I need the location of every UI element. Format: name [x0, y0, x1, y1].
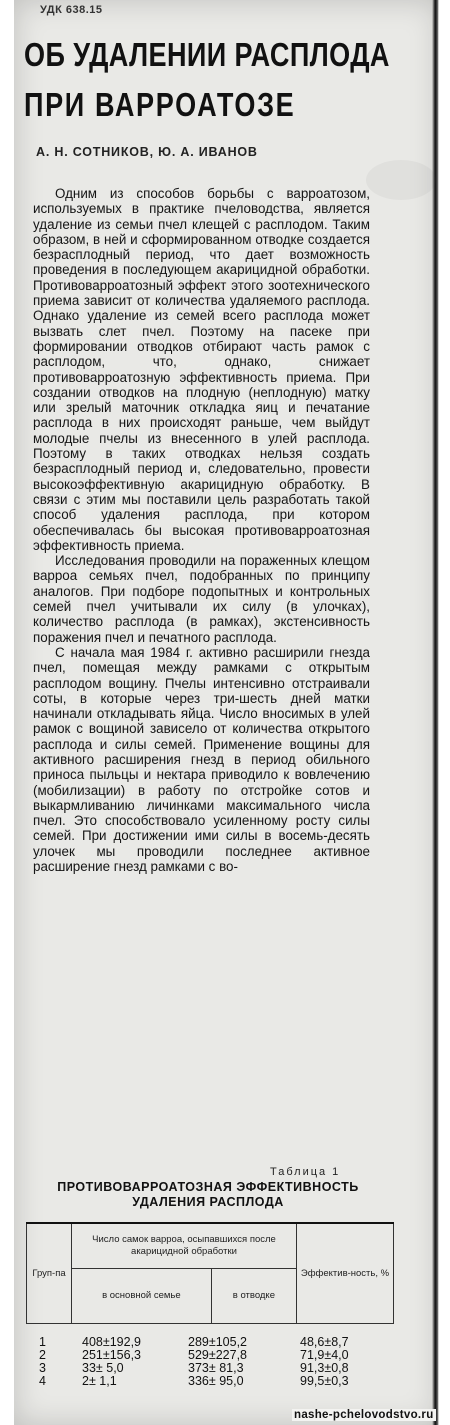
table-caption: Таблица 1 — [270, 1166, 341, 1178]
cell-offshoot: 336± 95,0 — [188, 1374, 244, 1388]
cell-offshoot: 289±105,2 — [188, 1335, 247, 1349]
udk-code: УДК 638.15 — [40, 4, 103, 16]
article-authors: А. Н. СОТНИКОВ, Ю. А. ИВАНОВ — [36, 145, 258, 159]
paper-stain — [366, 160, 436, 200]
cell-main: 33± 5,0 — [82, 1361, 124, 1375]
cell-offshoot: 529±227,8 — [188, 1348, 247, 1362]
site-watermark: nashe-pchelovodstvo.ru — [294, 1409, 434, 1421]
article-title — [24, 30, 390, 130]
cell-efficiency: 91,3±0,8 — [300, 1361, 349, 1375]
title-line-1: ОБ УДАЛЕНИИ РАСПЛОДА — [24, 36, 390, 73]
cell-main: 251±156,3 — [82, 1348, 141, 1362]
paragraph-3: С начала мая 1984 г. активно расширили гнезда пчел, помещая между рамками с открытым расплодом вощину. Пчелы интенсивно отстраивали соты, в которые через три-шесть дней матки начинали откладывать яйца. Число вносимых в улей рамок с вощиной зависело от количества открытого расплода и силы семей. Применение вощины для активного расширения гнезд в период обильного приноса пыльцы и нектара приводило к вовлечению (мобилизации) в работу по отстройке сотов и выкармливанию личинками максимального числа пчел. Это способствовало усиленному росту силы семей. При достижении ими силы в восемь-десять улочек мы проводили последнее активное расширение гнезд рамками с во- — [33, 644, 370, 875]
cell-group: 4 — [39, 1374, 46, 1388]
header-mites: Число самок варроа, осыпавшихся после акарицидной обработки — [72, 1223, 297, 1269]
efficiency-table — [26, 1222, 394, 1324]
paragraph-2: Исследования проводили на пораженных клещом варроа семьях пчел, подобранных по принципу аналогов. При подборе подопытных и контрольных семей пчел учитывали их силу (в улочках), количество расплода (в рамках), экстенсивность поражения пчел и печатного расплода. — [33, 553, 370, 645]
article-body — [33, 186, 370, 874]
cell-group: 1 — [39, 1335, 46, 1349]
cell-efficiency: 48,6±8,7 — [300, 1335, 349, 1349]
paragraph-1: Одним из способов борьбы с варроатозом, используемых в практике пчеловодства, является удаление из семьи пчел клещей с расплодом. Таким образом, в ней и сформированном отводке создается безрасплодный период, что дает возможность проведения в последующем акарицидной обработки. Противоварроатозный эффект этого зоотехнического приема зависит от количества удаляемого расплода. Однако удаление из семей всего расплода может вызвать слет пчел. Поэтому на пасеке при формировании отводков отбирают часть рамок с расплодом, что, однако, снижает противоварроатозную эффективность приема. При создании отводков на плодную (неплодную) матку или зрелый маточник откладка яиц и печатание расплода в них происходят раньше, чем выйдут молодые пчелы из внесенного в улей расплода. Поэтому в таких отводках нельзя создать безрасплодный период и, следовательно, провести высокоэффективную акарицидную обработку. В связи с этим мы поставили цель разработать такой способ удаления расплода, при котором обеспечивалась бы высокая противоварроатозная эффективность приема. — [33, 186, 370, 553]
cell-main: 2± 1,1 — [82, 1374, 117, 1388]
table-title-line-2: УДАЛЕНИЯ РАСПЛОДА — [132, 1195, 284, 1209]
page-edge-shadow — [432, 0, 438, 1425]
header-efficiency: Эффектив-ность, % — [297, 1223, 394, 1324]
cell-efficiency: 99,5±0,3 — [300, 1374, 349, 1388]
cell-main: 408±192,9 — [82, 1335, 141, 1349]
header-main-family: в основной семье — [72, 1269, 212, 1324]
table-title-line-1: ПРОТИВОВАРРОАТОЗНАЯ ЭФФЕКТИВНОСТЬ — [57, 1180, 359, 1194]
cell-offshoot: 373± 81,3 — [188, 1361, 244, 1375]
header-group: Груп-па — [27, 1223, 72, 1324]
cell-group: 2 — [39, 1348, 46, 1362]
header-offshoot: в отводке — [211, 1269, 296, 1324]
table-row — [30, 1375, 400, 1388]
cell-group: 3 — [39, 1361, 46, 1375]
cell-efficiency: 71,9±4,0 — [300, 1348, 349, 1362]
table-title — [28, 1180, 388, 1210]
table-rows — [30, 1336, 400, 1388]
title-line-2: ПРИ ВАРРОАТОЗЕ — [24, 86, 296, 123]
